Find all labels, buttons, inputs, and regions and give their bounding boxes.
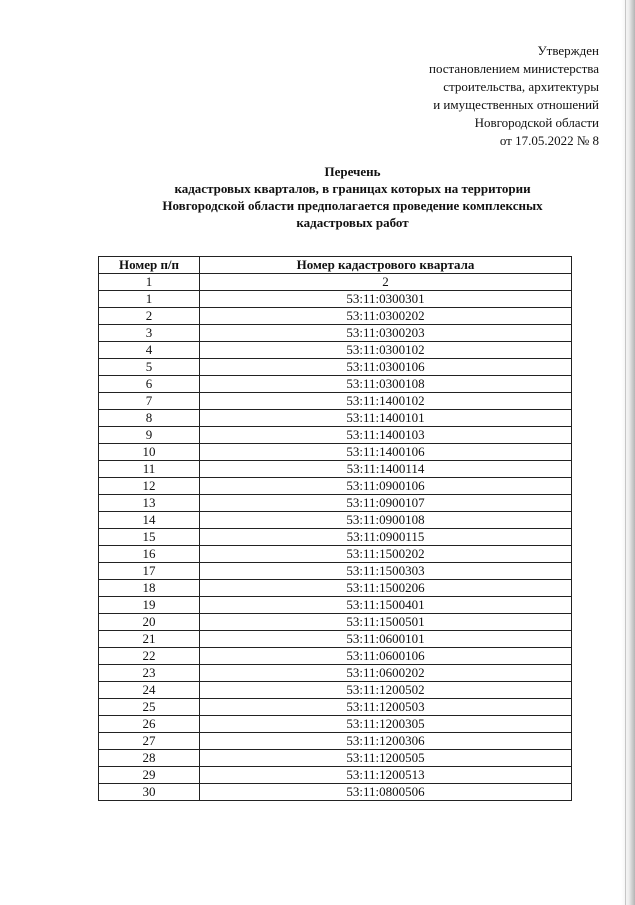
cadastral-number-cell: 53:11:0800506 — [200, 784, 572, 801]
header-number: Номер п/п — [99, 257, 200, 274]
table-row — [99, 393, 572, 410]
table-row — [99, 784, 572, 801]
cadastral-number-cell: 53:11:0900107 — [200, 495, 572, 512]
cadastral-number-cell: 53:11:1400101 — [200, 410, 572, 427]
cadastral-number-cell: 53:11:1200305 — [200, 716, 572, 733]
cadastral-number-cell: 53:11:0300106 — [200, 359, 572, 376]
table-row — [99, 529, 572, 546]
row-number-cell: 29 — [99, 767, 200, 784]
row-number-cell: 19 — [99, 597, 200, 614]
cadastral-number-cell: 53:11:0900115 — [200, 529, 572, 546]
table-row — [99, 648, 572, 665]
title-line: кадастровых кварталов, в границах которых на территории — [174, 181, 531, 196]
cadastral-number-cell: 53:11:1400103 — [200, 427, 572, 444]
table-row — [99, 461, 572, 478]
row-number-cell: 3 — [99, 325, 200, 342]
table-row — [99, 308, 572, 325]
row-number-cell: 17 — [99, 563, 200, 580]
column-number-row — [99, 274, 572, 291]
header-cadastral-quarter: Номер кадастрового квартала — [200, 257, 572, 274]
cadastral-number-cell: 53:11:0300203 — [200, 325, 572, 342]
cadastral-number-cell: 53:11:0900106 — [200, 478, 572, 495]
page-edge-shadow — [621, 0, 635, 905]
cadastral-number-cell: 53:11:1200505 — [200, 750, 572, 767]
table-row — [99, 733, 572, 750]
cadastral-number-cell: 53:11:0900108 — [200, 512, 572, 529]
table-row — [99, 291, 572, 308]
cadastral-quarters-table — [98, 256, 572, 801]
row-number-cell: 6 — [99, 376, 200, 393]
title-line: Новгородской области предполагается проведение комплексных — [162, 198, 543, 213]
table-body — [99, 274, 572, 801]
table-row — [99, 325, 572, 342]
approval-line: постановлением министерства — [428, 61, 599, 76]
cadastral-number-cell: 53:11:1400102 — [200, 393, 572, 410]
table-row — [99, 444, 572, 461]
row-number-cell: 30 — [99, 784, 200, 801]
cadastral-number-cell: 53:11:0300202 — [200, 308, 572, 325]
row-number-cell: 27 — [99, 733, 200, 750]
row-number-cell: 15 — [99, 529, 200, 546]
title-line: Перечень — [324, 164, 381, 179]
table-row — [99, 478, 572, 495]
row-number-cell: 12 — [99, 478, 200, 495]
table-row — [99, 631, 572, 648]
table-row — [99, 563, 572, 580]
cadastral-number-cell: 53:11:1200513 — [200, 767, 572, 784]
cadastral-number-cell: 53:11:0300102 — [200, 342, 572, 359]
table-row — [99, 376, 572, 393]
cadastral-number-cell: 53:11:1500501 — [200, 614, 572, 631]
table-row — [99, 614, 572, 631]
table-row — [99, 427, 572, 444]
cadastral-number-cell: 53:11:1400106 — [200, 444, 572, 461]
row-number-cell: 11 — [99, 461, 200, 478]
cadastral-number-cell: 53:11:1200306 — [200, 733, 572, 750]
table-row — [99, 699, 572, 716]
table-row — [99, 495, 572, 512]
row-number-cell: 1 — [99, 291, 200, 308]
approval-line: Новгородской области — [474, 115, 599, 130]
table-row — [99, 597, 572, 614]
cadastral-number-cell: 53:11:1500303 — [200, 563, 572, 580]
table-row — [99, 682, 572, 699]
cadastral-number-cell: 53:11:0300108 — [200, 376, 572, 393]
row-number-cell: 20 — [99, 614, 200, 631]
row-number-cell: 9 — [99, 427, 200, 444]
row-number-cell: 23 — [99, 665, 200, 682]
table-row — [99, 512, 572, 529]
row-number-cell: 26 — [99, 716, 200, 733]
table-row — [99, 342, 572, 359]
table-row — [99, 767, 572, 784]
table-row — [99, 359, 572, 376]
table-row — [99, 546, 572, 563]
cadastral-number-cell: 53:11:1500401 — [200, 597, 572, 614]
title-line: кадастровых работ — [296, 215, 409, 230]
row-number-cell: 21 — [99, 631, 200, 648]
table-row — [99, 665, 572, 682]
cadastral-number-cell: 53:11:1200502 — [200, 682, 572, 699]
table-row — [99, 580, 572, 597]
approval-line: строительства, архитектуры — [443, 79, 599, 94]
table-row — [99, 410, 572, 427]
cadastral-number-cell: 53:11:1200503 — [200, 699, 572, 716]
approval-line: Утвержден — [537, 43, 599, 58]
row-number-cell: 4 — [99, 342, 200, 359]
cadastral-number-cell: 53:11:1500202 — [200, 546, 572, 563]
row-number-cell: 24 — [99, 682, 200, 699]
table-header-row — [99, 257, 572, 274]
page-edge-line — [625, 0, 626, 905]
row-number-cell: 5 — [99, 359, 200, 376]
row-number-cell: 10 — [99, 444, 200, 461]
row-number-cell: 22 — [99, 648, 200, 665]
row-number-cell: 8 — [99, 410, 200, 427]
cadastral-number-cell: 53:11:1500206 — [200, 580, 572, 597]
document-title — [130, 163, 575, 231]
cadastral-number-cell: 53:11:0300301 — [200, 291, 572, 308]
row-number-cell: 16 — [99, 546, 200, 563]
approval-date-line: от 17.05.2022 № 8 — [499, 133, 599, 148]
column-number-cell: 1 — [99, 274, 200, 291]
row-number-cell: 13 — [99, 495, 200, 512]
table-row — [99, 750, 572, 767]
approval-block — [429, 42, 599, 150]
row-number-cell: 28 — [99, 750, 200, 767]
table-row — [99, 716, 572, 733]
row-number-cell: 18 — [99, 580, 200, 597]
cadastral-number-cell: 53:11:0600202 — [200, 665, 572, 682]
row-number-cell: 7 — [99, 393, 200, 410]
row-number-cell: 2 — [99, 308, 200, 325]
row-number-cell: 25 — [99, 699, 200, 716]
cadastral-number-cell: 53:11:1400114 — [200, 461, 572, 478]
cadastral-number-cell: 53:11:0600101 — [200, 631, 572, 648]
column-number-cell: 2 — [200, 274, 572, 291]
cadastral-number-cell: 53:11:0600106 — [200, 648, 572, 665]
approval-line: и имущественных отношений — [433, 97, 599, 112]
row-number-cell: 14 — [99, 512, 200, 529]
